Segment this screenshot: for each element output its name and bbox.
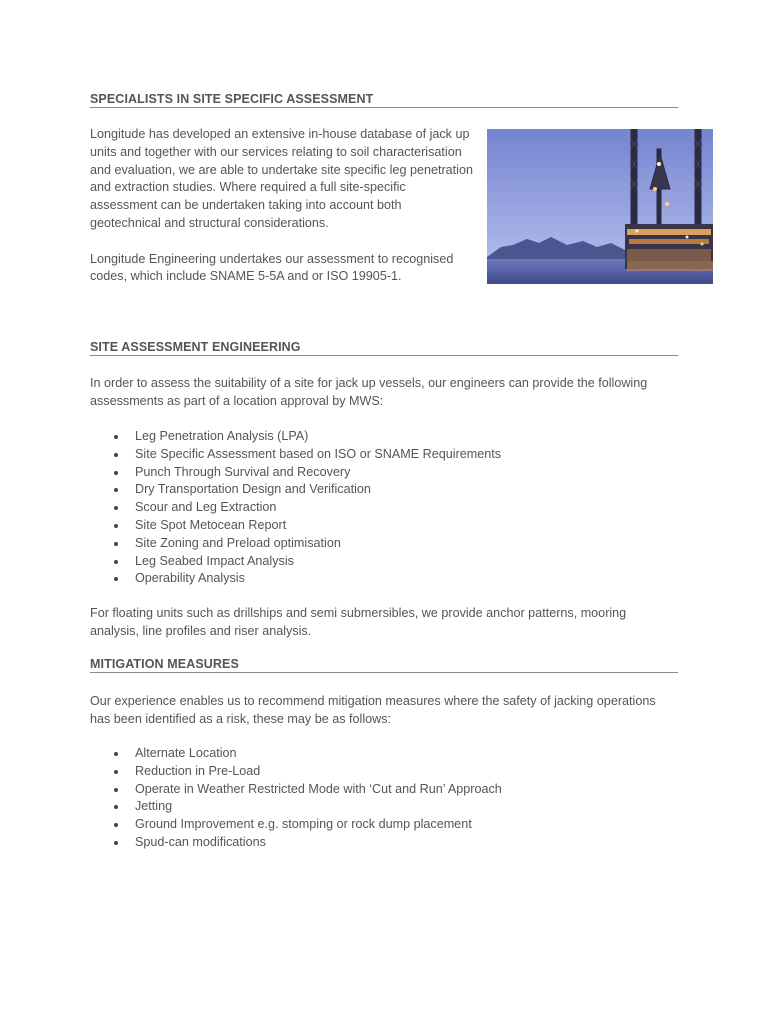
section-body-site-specific: [90, 126, 475, 286]
list-item-text: Operate in Weather Restricted Mode with ‘Cut and Run’ Approach: [135, 781, 502, 796]
paragraph: Our experience enables us to recommend mitigation measures where the safety of jacking operations has been identified as a risk, these may be as follows:: [90, 694, 656, 726]
paragraph: For floating units such as drillships and semi submersibles, we provide anchor patterns, mooring analysis, line profiles and riser analysis.: [90, 606, 627, 638]
list-item-text: Reduction in Pre-Load: [135, 763, 261, 778]
list-item: [90, 499, 678, 517]
section-heading-site-assessment: SITE ASSESSMENT ENGINEERING: [90, 340, 678, 356]
bullet-icon: [114, 823, 118, 827]
list-item: [90, 570, 678, 588]
bullet-icon: [114, 488, 118, 492]
list-item: [90, 446, 678, 464]
list-item: [90, 763, 678, 781]
bullet-icon: [114, 435, 118, 439]
list-item-text: Operability Analysis: [135, 571, 245, 586]
bullet-icon: [114, 560, 118, 564]
section-heading-site-specific: SPECIALISTS IN SITE SPECIFIC ASSESSMENT: [90, 92, 678, 108]
bullet-icon: [114, 770, 118, 774]
list-item: [90, 535, 678, 553]
list-item-text: Leg Seabed Impact Analysis: [135, 553, 294, 568]
list-item: [90, 816, 678, 834]
list-item: [90, 464, 678, 482]
bullet-icon: [114, 841, 118, 845]
list-item-text: Leg Penetration Analysis (LPA): [135, 429, 309, 443]
paragraph: Longitude has developed an extensive in-house database of jack up units and together with our services relating to soil characterisation and evaluation, we are able to undertake site specific leg penetration and extraction studies. Where required a full site-specific assessment can be undertaken taking into account both geotechnical and structural considerations.: [90, 127, 473, 230]
list-item: [90, 798, 678, 816]
bullet-icon: [114, 506, 118, 510]
list-item-text: Scour and Leg Extraction: [135, 500, 277, 515]
list-item-text: Site Spot Metocean Report: [135, 517, 287, 532]
assessment-list: [90, 428, 678, 588]
list-item-text: Ground Improvement e.g. stomping or rock dump placement: [135, 817, 472, 832]
bullet-icon: [114, 524, 118, 528]
bullet-icon: [114, 453, 118, 457]
list-item: [90, 834, 678, 852]
bullet-icon: [114, 805, 118, 809]
list-item-text: Dry Transportation Design and Verification: [135, 482, 371, 497]
list-item-text: Jetting: [135, 799, 173, 814]
bullet-icon: [114, 788, 118, 792]
list-item: [90, 553, 678, 571]
list-item-text: Site Specific Assessment based on ISO or SNAME Requirements: [135, 446, 502, 461]
section-heading-mitigation: MITIGATION MEASURES: [90, 657, 678, 673]
list-item: [90, 517, 678, 535]
list-item: [90, 481, 678, 499]
list-item-text: Alternate Location: [135, 746, 237, 760]
bullet-icon: [114, 471, 118, 475]
bullet-icon: [114, 542, 118, 546]
list-item-text: Site Zoning and Preload optimisation: [135, 535, 341, 550]
bullet-icon: [114, 577, 118, 581]
list-item: [90, 781, 678, 799]
list-item: [90, 745, 678, 763]
paragraph: In order to assess the suitability of a site for jack up vessels, our engineers can provide the following assessments as part of a location approval by MWS:: [90, 376, 648, 408]
paragraph: Longitude Engineering undertakes our assessment to recognised codes, which include SNAME 5-5A and or ISO 19905-1.: [90, 251, 454, 284]
mitigation-list: [90, 745, 678, 852]
list-item-text: Spud-can modifications: [135, 834, 266, 849]
list-item: [90, 428, 678, 446]
bullet-icon: [114, 752, 118, 756]
jackup-rig-photo: [487, 129, 713, 284]
list-item-text: Punch Through Survival and Recovery: [135, 464, 351, 479]
